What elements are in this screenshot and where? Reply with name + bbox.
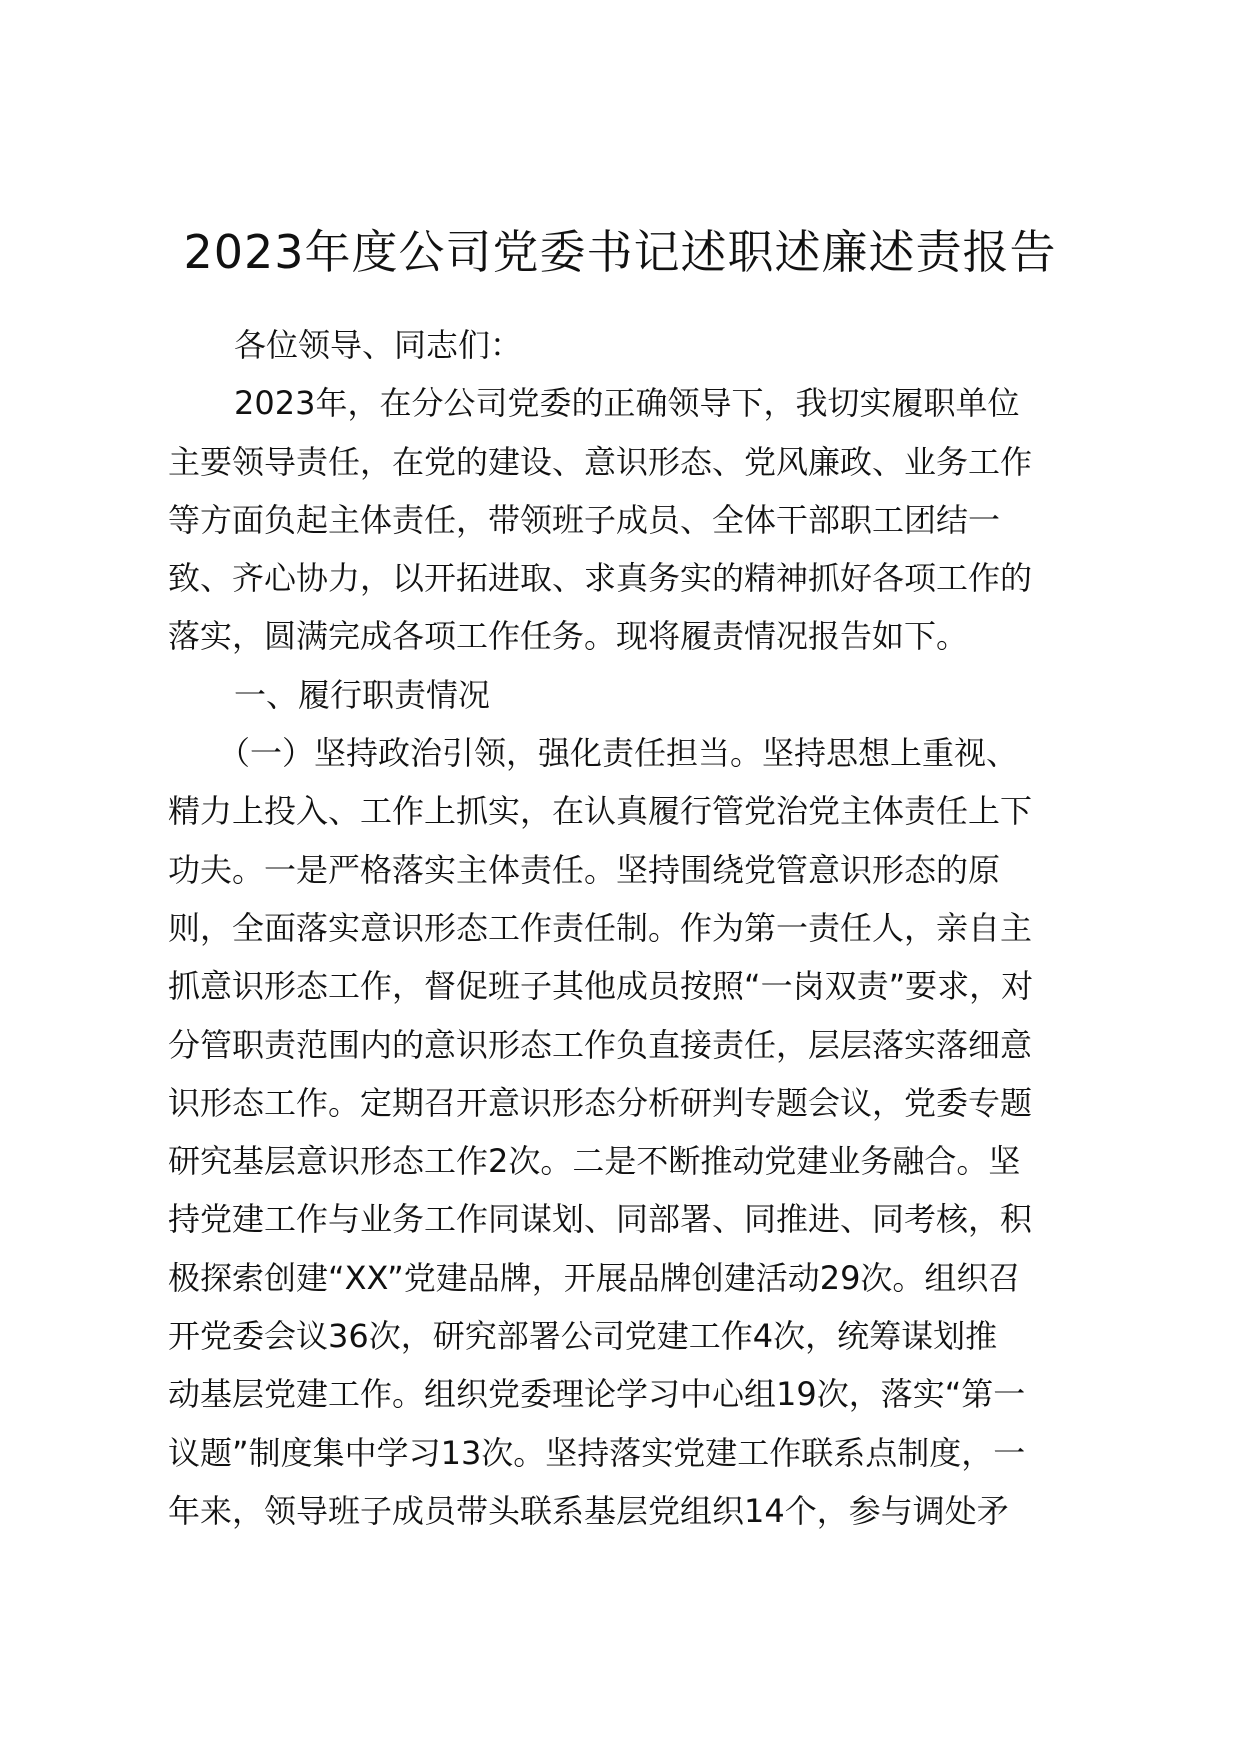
subsection-heading-line: （一）坚持政治引领，强化责任担当。坚持思想上重视、	[218, 734, 1019, 773]
document-body	[168, 316, 1078, 1540]
paragraph-line: 2023年，在分公司党委的正确领导下，我切实履职单位	[234, 384, 1020, 423]
salutation-line: 各位领导、同志们：	[234, 326, 523, 364]
paragraph-line: 议题”制度集中学习13次。坚持落实党建工作联系点制度，一	[168, 1433, 1026, 1472]
paragraph-line: 极探索创建“XX”党建品牌，开展品牌创建活动29次。组织召	[168, 1258, 1021, 1297]
paragraph-line: 识形态工作。定期召开意识形态分析研判专题会议，党委专题	[168, 1083, 1033, 1122]
paragraph-line: 则，全面落实意识形态工作责任制。作为第一责任人，亲自主	[168, 908, 1033, 947]
paragraph-line: 精力上投入、工作上抓实，在认真履行管党治党主体责任上下	[168, 792, 1033, 831]
paragraph-line: 研究基层意识形态工作2次。二是不断推动党建业务融合。坚	[168, 1142, 1021, 1181]
paragraph-line: 致、齐心协力，以开拓进取、求真务实的精神抓好各项工作的	[168, 559, 1033, 598]
section-heading: 一、履行职责情况	[234, 675, 491, 714]
paragraph-line: 动基层党建工作。组织党委理论学习中心组19次，落实“第一	[168, 1375, 1026, 1414]
paragraph-line: 主要领导责任，在党的建设、意识形态、党风廉政、业务工作	[168, 442, 1033, 481]
paragraph-line: 落实，圆满完成各项工作任务。现将履责情况报告如下。	[168, 617, 969, 656]
paragraph-line: 开党委会议36次，研究部署公司党建工作4次，统筹谋划推	[168, 1317, 998, 1356]
paragraph-line: 抓意识形态工作，督促班子其他成员按照“一岗双责”要求，对	[168, 967, 1034, 1006]
page-title: 2023年度公司党委书记述职述廉述责报告	[183, 225, 1057, 279]
paragraph-line: 年来，领导班子成员带头联系基层党组织14个，参与调处矛	[168, 1491, 1009, 1530]
paragraph-line: 分管职责范围内的意识形态工作负直接责任，层层落实落细意	[168, 1025, 1033, 1064]
paragraph-line: 持党建工作与业务工作同谋划、同部署、同推进、同考核，积	[168, 1200, 1033, 1239]
paragraph-line: 功夫。一是严格落实主体责任。坚持围绕党管意识形态的原	[168, 850, 1001, 889]
paragraph-line: 等方面负起主体责任，带领班子成员、全体干部职工团结一	[168, 500, 1001, 539]
